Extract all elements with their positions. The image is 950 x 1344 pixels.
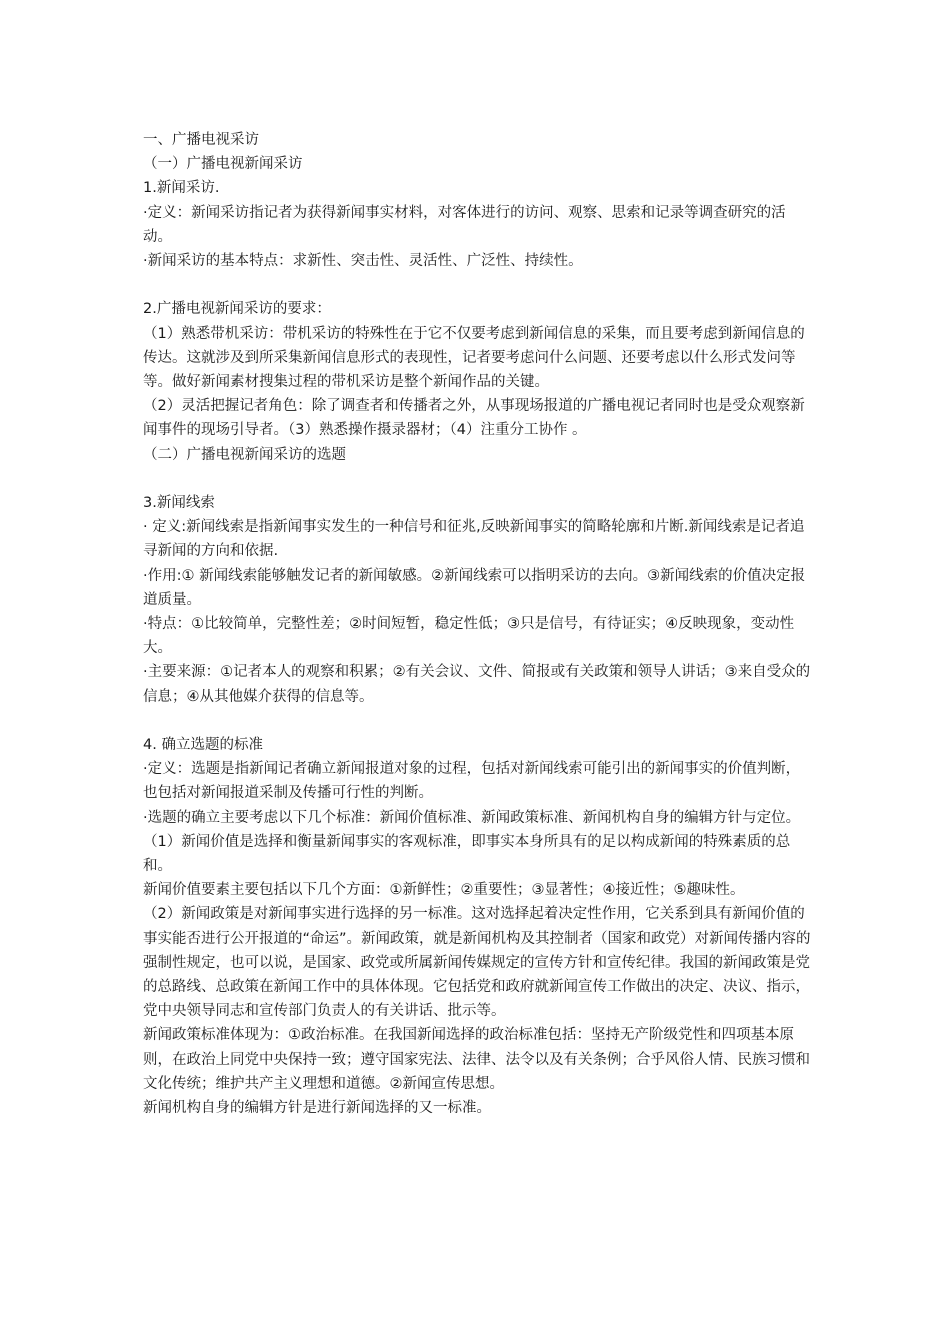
subheading-news-interview: （一）广播电视新闻采访: [143, 156, 303, 173]
paragraph: （2）灵活把握记者角色：除了调查者和传播者之外，从事现场报道的广播电视记者同时也是受众观察新闻事件的现场引导者。（3）熟悉操作摄录器材；（4）注重分工协作 。: [143, 398, 805, 439]
blank-line: [143, 467, 813, 491]
paragraph: 新闻政策标准体现为：①政治标准。在我国新闻选择的政治标准包括：坚持无产阶级党性和四项基本原则，在政治上同党中央保持一致；遵守国家宪法、法律、法令以及有关条例；合乎风俗人情、民族习惯和文化传统；维护共产主义理想和道德。②新闻宣传思想。: [143, 1027, 810, 1092]
paragraph: （2）新闻政策是对新闻事实进行选择的另一标准。这对选择起着决定性作用，它关系到具有新闻价值的事实能否进行公开报道的“命运”。新闻政策，就是新闻机构及其控制者（国家和政党）对新闻传播内容的强制性规定，也可以说，是国家、政党或所属新闻传媒规定的宣传方针和宣传纪律。我国的新闻政策是党的总路线、总政策在新闻工作中的具体体现。它包括党和政府就新闻宣传工作做出的决定、决议、指示，党中央领导同志和宣传部门负责人的有关讲话、批示等。: [143, 906, 811, 1020]
paragraph: ·特点：①比较简单，完整性差；②时间短暂，稳定性低；③只是信号，有待证实；④反映现象，变动性大。: [143, 616, 795, 657]
paragraph: ·定义：新闻采访指记者为获得新闻事实材料，对客体进行的访问、观察、思索和记录等调查研究的活动。: [143, 204, 786, 245]
blank-line: [143, 709, 813, 733]
blank-line: [143, 273, 813, 297]
section-3-title: 3.新闻线索: [143, 495, 215, 512]
paragraph: （1）新闻价值是选择和衡量新闻事实的客观标准，即事实本身所具有的足以构成新闻的特殊素质的总和。: [143, 833, 791, 875]
paragraph: （1）熟悉带机采访：带机采访的特殊性在于它不仅要考虑到新闻信息的采集，而且要考虑到新闻信息的传达。这就涉及到所采集新闻信息形式的表现性，记者要考虑问什么问题、还要考虑以什么形式发问等等。做好新闻素材搜集过程的带机采访是整个新闻作品的关键。: [143, 325, 805, 391]
paragraph: ·选题的确立主要考虑以下几个标准：新闻价值标准、新闻政策标准、新闻机构自身的编辑方针与定位。: [143, 809, 801, 826]
paragraph: 新闻价值要素主要包括以下几个方面：①新鲜性；②重要性；③显著性；④接近性；⑤趣味性。: [143, 882, 745, 899]
paragraph: ·定义：选题是指新闻记者确立新闻报道对象的过程，包括对新闻线索可能引出的新闻事实的价值判断，也包括对新闻报道采制及传播可行性的判断。: [143, 761, 801, 802]
heading-broadcast-interview: 一、广播电视采访: [143, 132, 259, 148]
section-1-title: 1.新闻采访.: [143, 180, 220, 197]
section-4-title: 4. 确立选题的标准: [143, 737, 263, 754]
paragraph: 新闻机构自身的编辑方针是进行新闻选择的又一标准。: [143, 1100, 491, 1117]
paragraph: ·主要来源：①记者本人的观察和积累；②有关会议、文件、简报或有关政策和领导人讲话；③来自受众的信息；④从其他媒介获得的信息等。: [143, 664, 811, 705]
document-body: [143, 128, 813, 1120]
subheading-topic-selection: （二）广播电视新闻采访的选题: [143, 446, 346, 463]
section-2-title: 2.广播电视新闻采访的要求：: [143, 301, 331, 318]
paragraph: ·作用:① 新闻线索能够触发记者的新闻敏感。②新闻线索可以指明采访的去向。③新闻线索的价值决定报道质量。: [143, 567, 806, 608]
paragraph: · 定义:新闻线索是指新闻事实发生的一种信号和征兆,反映新闻事实的简略轮廓和片断.新闻线索是记者追寻新闻的方向和依据.: [143, 519, 805, 560]
paragraph: ·新闻采访的基本特点：求新性、突击性、灵活性、广泛性、持续性。: [143, 253, 583, 270]
